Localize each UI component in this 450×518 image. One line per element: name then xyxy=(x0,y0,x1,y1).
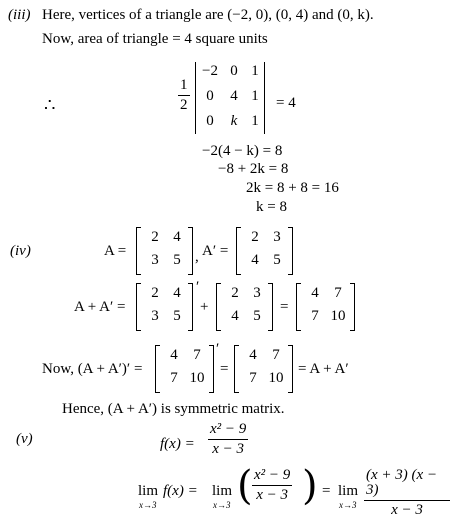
det-equals-four: = 4 xyxy=(276,95,296,111)
at-bracket-right xyxy=(288,227,293,275)
limit-1-sub: x→3 xyxy=(139,500,157,510)
step-4: k = 8 xyxy=(256,199,287,215)
part-v-label: (v) xyxy=(16,431,33,447)
a-label: A = xyxy=(104,243,127,259)
part-iii-line1: Here, vertices of a triangle are (−2, 0), (0, 4) and (0, k). xyxy=(42,7,374,23)
half-fraction: $\frac{1}{2}$ xyxy=(180,77,188,113)
sum-m1-bracket-right xyxy=(188,283,193,331)
t1-bracket-left xyxy=(155,345,160,393)
matrix-a-transpose: 2 3 4 5 xyxy=(251,229,281,268)
transpose-prime-1: ′ xyxy=(196,279,200,295)
step-1: −2(4 − k) = 8 xyxy=(202,143,283,159)
sum-matrix-1: 2 4 3 5 xyxy=(151,285,181,324)
matrix-a: 2 4 3 5 xyxy=(151,229,181,268)
now-label: Now, (A + A′)′ = xyxy=(42,361,143,377)
equals-sign: = xyxy=(280,299,289,315)
t1-bracket-right xyxy=(209,345,214,393)
transpose-prime-2: ′ xyxy=(216,341,220,357)
at-bracket-left xyxy=(236,227,241,275)
equals-sign-3: = xyxy=(322,483,331,499)
sum-label: A + A′ = xyxy=(74,299,126,315)
sum-matrix-2: 2 3 4 5 xyxy=(231,285,261,324)
limit-3: lim xyxy=(338,483,359,499)
sum-res-bracket-left xyxy=(296,283,301,331)
equals-a-plus-a-prime: = A + A′ xyxy=(298,361,349,377)
limit-3-sub: x→3 xyxy=(339,500,357,510)
comma: , xyxy=(195,249,199,265)
t2-bracket-right xyxy=(288,345,293,393)
limit-fraction-1: $\frac{\text{x² − 9}}{x - 3}$ xyxy=(254,467,291,503)
limit-2-sub: x→3 xyxy=(213,500,231,510)
det-left-bar xyxy=(195,62,196,134)
part-iv-label: (iv) xyxy=(10,243,31,259)
transpose-matrix-2: 4 7 7 10 xyxy=(249,347,284,386)
sum-result-matrix: 4 7 7 10 xyxy=(311,285,346,324)
sum-m2-bracket-right xyxy=(268,283,273,331)
a-bracket-right xyxy=(188,227,193,275)
sum-res-bracket-right xyxy=(350,283,355,331)
part-iii-label: (iii) xyxy=(8,7,31,23)
det-right-bar xyxy=(264,62,265,134)
sum-m2-bracket-left xyxy=(216,283,221,331)
therefore-symbol: ∴ xyxy=(44,95,56,115)
t2-bracket-left xyxy=(234,345,239,393)
transpose-matrix-1: 4 7 7 10 xyxy=(170,347,205,386)
equals-sign-2: = xyxy=(220,361,229,377)
limit-1: lim xyxy=(138,483,159,499)
limit-fraction-2: $\frac{(x + 3) (x - 3)}{x - 3}$ xyxy=(364,468,450,518)
part-iii-line2: Now, area of triangle = 4 square units xyxy=(42,31,268,47)
step-2: −8 + 2k = 8 xyxy=(218,161,289,177)
a-bracket-left xyxy=(136,227,141,275)
right-paren: ) xyxy=(302,463,318,509)
conclusion-text: Hence, (A + A′) is symmetric matrix. xyxy=(62,401,285,417)
plus-sign: + xyxy=(200,299,209,315)
fx-label-2: f(x) = xyxy=(163,483,198,499)
determinant-values: −2 0 1 0 4 1 0 k 1 xyxy=(202,63,259,129)
step-3: 2k = 8 + 8 = 16 xyxy=(246,180,339,196)
sum-m1-bracket-left xyxy=(136,283,141,331)
at-label: A′ = xyxy=(202,243,229,259)
left-paren: ( xyxy=(237,463,253,509)
fx-fraction: $\frac{\text{x² − 9}}{x - 3}$ xyxy=(210,421,247,457)
fx-label: f(x) = xyxy=(160,436,195,452)
limit-2: lim xyxy=(212,483,233,499)
